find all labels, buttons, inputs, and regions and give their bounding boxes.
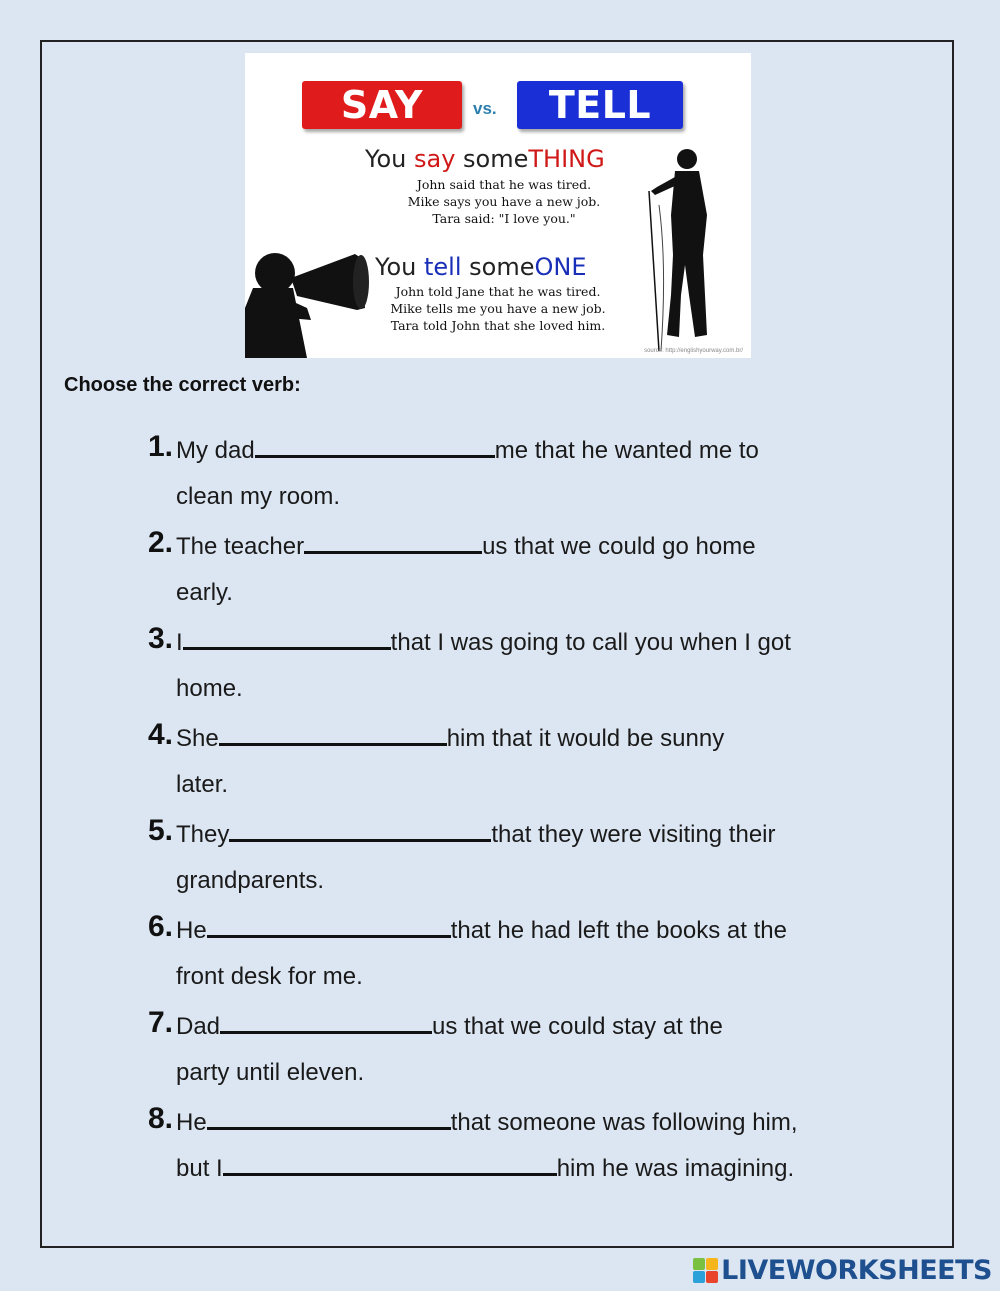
question-text: us that we could go home bbox=[482, 533, 756, 560]
question-text: that they were visiting their bbox=[491, 821, 776, 848]
answer-blank[interactable] bbox=[183, 627, 391, 650]
answer-blank[interactable] bbox=[220, 1011, 432, 1034]
question-text: front desk for me. bbox=[176, 963, 363, 990]
question-text: She bbox=[176, 725, 219, 752]
poster-source: source: http://englishyourway.com.br/ bbox=[644, 348, 743, 354]
question-text: him that it would be sunny bbox=[446, 725, 725, 752]
question-number: 2. bbox=[148, 526, 174, 559]
question-number: 5. bbox=[148, 814, 174, 847]
question-1 bbox=[148, 428, 848, 520]
answer-blank[interactable] bbox=[219, 723, 447, 746]
question-number: 7. bbox=[148, 1006, 174, 1039]
question-text: party until eleven. bbox=[176, 1059, 365, 1086]
tell-example: Tara told John that she loved him. bbox=[390, 318, 606, 333]
question-number: 8. bbox=[148, 1102, 174, 1135]
question-4 bbox=[148, 716, 848, 808]
answer-blank[interactable] bbox=[255, 435, 495, 458]
question-2 bbox=[148, 524, 848, 616]
say-badge: SAY bbox=[302, 81, 462, 129]
question-text: clean my room. bbox=[176, 483, 341, 510]
answer-blank[interactable] bbox=[223, 1153, 557, 1176]
vs-label: vs. bbox=[473, 99, 497, 118]
question-text: me that he wanted me to bbox=[494, 437, 759, 464]
question-text: early. bbox=[176, 579, 233, 606]
question-text: that someone was following him, bbox=[450, 1109, 798, 1136]
question-8 bbox=[148, 1100, 848, 1192]
instructions-heading: Choose the correct verb: bbox=[64, 374, 301, 396]
tell-badge: TELL bbox=[517, 81, 683, 129]
logo-text: LIVEWORKSHEETS bbox=[721, 1254, 992, 1286]
answer-blank[interactable] bbox=[207, 1107, 451, 1130]
question-text: later. bbox=[176, 771, 229, 798]
question-6 bbox=[148, 908, 848, 1000]
say-headline: You say someTHING bbox=[365, 145, 605, 173]
question-text: us that we could stay at the bbox=[432, 1013, 723, 1040]
megaphone-person-silhouette-icon bbox=[245, 248, 380, 358]
question-5 bbox=[148, 812, 848, 904]
question-text: grandparents. bbox=[176, 867, 325, 894]
question-7 bbox=[148, 1004, 848, 1096]
liveworksheets-logo[interactable] bbox=[693, 1255, 992, 1285]
question-text: home. bbox=[176, 675, 243, 702]
say-example: Tara said: "I love you." bbox=[432, 211, 576, 226]
answer-blank[interactable] bbox=[207, 915, 451, 938]
say-example: Mike says you have a new job. bbox=[407, 194, 601, 209]
question-text: him he was imagining. bbox=[556, 1155, 795, 1182]
question-text: The teacher bbox=[176, 533, 305, 560]
logo-mark-icon bbox=[693, 1258, 718, 1283]
tell-example: John told Jane that he was tired. bbox=[395, 284, 601, 299]
question-number: 6. bbox=[148, 910, 174, 943]
question-3 bbox=[148, 620, 848, 712]
question-text: I bbox=[176, 629, 183, 656]
question-text: that I was going to call you when I got bbox=[390, 629, 791, 656]
question-text: that he had left the books at the bbox=[450, 917, 787, 944]
answer-blank[interactable] bbox=[229, 819, 491, 842]
tell-headline: You tell someONE bbox=[375, 253, 587, 281]
question-number: 3. bbox=[148, 622, 174, 655]
question-text: They bbox=[176, 821, 230, 848]
question-text: He bbox=[176, 917, 207, 944]
answer-blank[interactable] bbox=[304, 531, 482, 554]
say-vs-tell-poster bbox=[245, 53, 751, 358]
question-text: Dad bbox=[176, 1013, 221, 1040]
question-text: My dad bbox=[176, 437, 255, 464]
speaker-silhouette-icon bbox=[637, 145, 727, 355]
question-text: but I bbox=[176, 1155, 223, 1182]
question-number: 1. bbox=[148, 430, 174, 463]
say-example: John said that he was tired. bbox=[416, 177, 592, 192]
question-text: He bbox=[176, 1109, 207, 1136]
question-number: 4. bbox=[148, 718, 174, 751]
tell-example: Mike tells me you have a new job. bbox=[390, 301, 606, 316]
